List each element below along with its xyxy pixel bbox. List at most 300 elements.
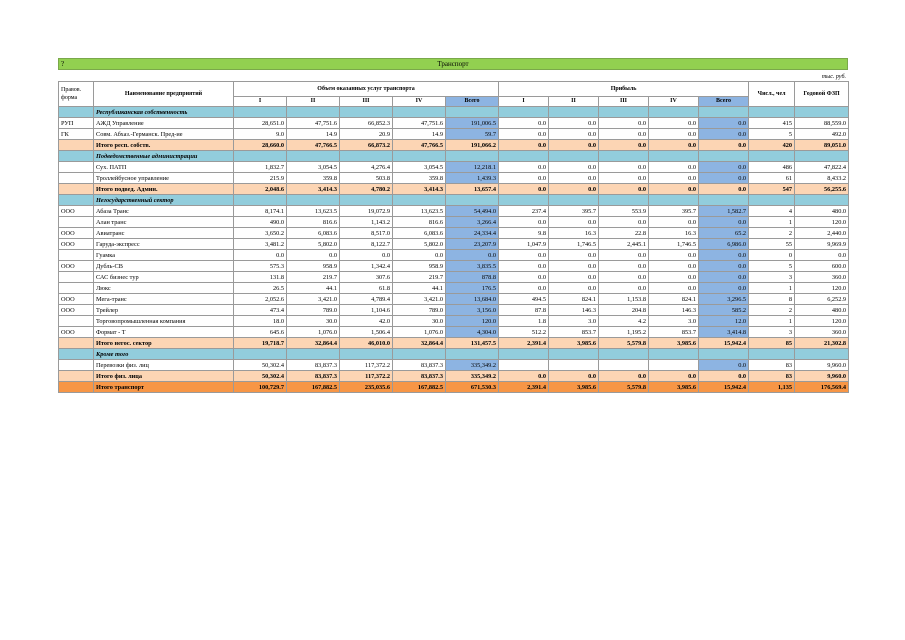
profit-total-cell: 0.0 (699, 184, 749, 195)
profit-q2-cell: 0.0 (549, 129, 599, 140)
volume-total-cell: 335,349.2 (446, 371, 499, 382)
volume-q2-cell: 6,083.6 (287, 228, 340, 239)
headcount-cell: 61 (749, 173, 795, 184)
form-cell: ООО (59, 261, 94, 272)
col-header-profit: Прибыль (499, 82, 749, 97)
volume-q3-cell: 4,780.2 (340, 184, 393, 195)
section-empty-cell (287, 151, 340, 162)
payroll-cell: 9,960.0 (795, 360, 849, 371)
vol-q1-header: I (234, 97, 287, 107)
table-row (59, 360, 849, 371)
profit-q2-cell: 0.0 (549, 184, 599, 195)
volume-total-cell: 176.5 (446, 283, 499, 294)
profit-q1-cell: 2,391.4 (499, 338, 549, 349)
volume-q4-cell: 44.1 (393, 283, 446, 294)
profit-q4-cell: 1,746.5 (649, 239, 699, 250)
volume-q3-cell: 8,122.7 (340, 239, 393, 250)
volume-total-cell: 335,349.2 (446, 360, 499, 371)
volume-q2-cell: 83,837.3 (287, 371, 340, 382)
volume-q4-cell: 3,414.3 (393, 184, 446, 195)
profit-q4-cell: 3.0 (649, 316, 699, 327)
profit-q1-cell: 1.8 (499, 316, 549, 327)
section-empty-cell (234, 349, 287, 360)
profit-q4-cell: 0.0 (649, 217, 699, 228)
section-empty-cell (749, 107, 795, 118)
section-empty-cell (59, 151, 94, 162)
profit-q1-cell: 2,391.4 (499, 382, 549, 393)
form-cell (59, 173, 94, 184)
headcount-cell: 2 (749, 228, 795, 239)
section-row (59, 107, 849, 118)
profit-q2-cell: 0.0 (549, 162, 599, 173)
volume-q3-cell: 46,010.0 (340, 338, 393, 349)
table-row (59, 327, 849, 338)
volume-total-cell: 878.8 (446, 272, 499, 283)
section-empty-cell (393, 349, 446, 360)
volume-q4-cell: 3,421.0 (393, 294, 446, 305)
volume-q3-cell: 66,873.2 (340, 140, 393, 151)
volume-q4-cell: 359.8 (393, 173, 446, 184)
volume-total-cell: 191,066.2 (446, 140, 499, 151)
profit-q3-cell: 0.0 (599, 283, 649, 294)
volume-q3-cell: 117,372.2 (340, 371, 393, 382)
profit-q2-cell: 0.0 (549, 261, 599, 272)
profit-q2-cell: 0.0 (549, 272, 599, 283)
name-cell: Формат - Т (94, 327, 234, 338)
section-empty-cell (393, 107, 446, 118)
form-cell (59, 250, 94, 261)
profit-q2-cell: 3,985.6 (549, 382, 599, 393)
volume-q4-cell: 83,837.3 (393, 360, 446, 371)
profit-q1-cell: 0.0 (499, 283, 549, 294)
name-cell: АЖД Управление (94, 118, 234, 129)
section-title: Республиканская собственность (94, 107, 234, 118)
profit-q4-cell: 3,985.6 (649, 338, 699, 349)
profit-q2-cell: 0.0 (549, 173, 599, 184)
form-cell (59, 371, 94, 382)
profit-q3-cell: 0.0 (599, 173, 649, 184)
profit-q1-cell: 237.4 (499, 206, 549, 217)
headcount-cell: 0 (749, 250, 795, 261)
profit-q4-cell: 3,985.6 (649, 382, 699, 393)
headcount-cell: 83 (749, 360, 795, 371)
section-empty-cell (340, 349, 393, 360)
table-row (59, 316, 849, 327)
section-title: Подведомственные администрации (94, 151, 234, 162)
sheet-title: Транспорт (437, 60, 469, 68)
profit-q4-cell: 0.0 (649, 162, 699, 173)
section-empty-cell (795, 195, 849, 206)
volume-total-cell: 120.0 (446, 316, 499, 327)
volume-total-cell: 54,494.0 (446, 206, 499, 217)
profit-q3-cell (599, 360, 649, 371)
profit-total-cell: 0.0 (699, 283, 749, 294)
payroll-cell: 21,302.8 (795, 338, 849, 349)
volume-q1-cell: 490.0 (234, 217, 287, 228)
volume-q4-cell: 0.0 (393, 250, 446, 261)
col-header-payroll: Годовой ФЗП (795, 82, 849, 107)
section-empty-cell (599, 195, 649, 206)
volume-q1-cell: 100,729.7 (234, 382, 287, 393)
volume-q4-cell: 816.6 (393, 217, 446, 228)
profit-q2-cell: 0.0 (549, 140, 599, 151)
name-cell: Мега-транс (94, 294, 234, 305)
payroll-cell: 600.0 (795, 261, 849, 272)
table-row (59, 228, 849, 239)
volume-q1-cell: 50,302.4 (234, 360, 287, 371)
form-cell: ООО (59, 228, 94, 239)
form-cell: РУП (59, 118, 94, 129)
volume-q3-cell: 20.9 (340, 129, 393, 140)
volume-total-cell: 23,207.9 (446, 239, 499, 250)
profit-q4-cell: 0.0 (649, 272, 699, 283)
vol-q2-header: II (287, 97, 340, 107)
profit-q4-cell (649, 360, 699, 371)
volume-q4-cell: 3,054.5 (393, 162, 446, 173)
volume-q1-cell: 2,048.6 (234, 184, 287, 195)
payroll-cell: 9,960.0 (795, 371, 849, 382)
headcount-cell: 55 (749, 239, 795, 250)
name-cell: Алан транс (94, 217, 234, 228)
volume-q2-cell: 789.0 (287, 305, 340, 316)
section-row (59, 151, 849, 162)
section-empty-cell (287, 195, 340, 206)
profit-total-cell: 3,296.5 (699, 294, 749, 305)
volume-total-cell: 13,657.4 (446, 184, 499, 195)
volume-q1-cell: 473.4 (234, 305, 287, 316)
profit-total-cell: 65.2 (699, 228, 749, 239)
profit-q3-cell: 1,153.8 (599, 294, 649, 305)
form-cell (59, 338, 94, 349)
transport-table (58, 81, 849, 393)
vol-q4-header: IV (393, 97, 446, 107)
volume-q2-cell: 44.1 (287, 283, 340, 294)
volume-total-cell: 0.0 (446, 250, 499, 261)
volume-q4-cell: 13,623.5 (393, 206, 446, 217)
payroll-cell: 88,559.0 (795, 118, 849, 129)
profit-q3-cell: 1,195.2 (599, 327, 649, 338)
section-empty-cell (749, 195, 795, 206)
section-empty-cell (699, 349, 749, 360)
name-cell: Итого физ. лица (94, 371, 234, 382)
profit-total-cell: 15,942.4 (699, 382, 749, 393)
name-cell: Торговопромышленная компания (94, 316, 234, 327)
profit-q2-cell: 0.0 (549, 250, 599, 261)
payroll-cell: 6,252.9 (795, 294, 849, 305)
section-empty-cell (549, 195, 599, 206)
volume-q1-cell: 26.5 (234, 283, 287, 294)
volume-q4-cell: 47,751.6 (393, 118, 446, 129)
section-empty-cell (549, 107, 599, 118)
profit-q2-cell: 0.0 (549, 283, 599, 294)
section-empty-cell (59, 349, 94, 360)
section-empty-cell (699, 151, 749, 162)
profit-q2-cell: 0.0 (549, 118, 599, 129)
headcount-cell: 5 (749, 129, 795, 140)
section-empty-cell (287, 349, 340, 360)
col-header-volume: Объем оказанных услуг транспорта (234, 82, 499, 97)
profit-q3-cell: 0.0 (599, 250, 649, 261)
profit-total-cell: 0.0 (699, 217, 749, 228)
profit-q1-cell: 0.0 (499, 173, 549, 184)
volume-q2-cell: 0.0 (287, 250, 340, 261)
volume-q2-cell: 14.9 (287, 129, 340, 140)
form-cell: ООО (59, 206, 94, 217)
profit-q3-cell: 0.0 (599, 118, 649, 129)
profit-q4-cell: 0.0 (649, 371, 699, 382)
section-empty-cell (59, 107, 94, 118)
profit-q3-cell: 5,579.8 (599, 338, 649, 349)
volume-q2-cell: 1,076.0 (287, 327, 340, 338)
name-cell: Итого респ. собств. (94, 140, 234, 151)
volume-q3-cell: 4,276.4 (340, 162, 393, 173)
section-empty-cell (795, 151, 849, 162)
volume-q4-cell: 789.0 (393, 305, 446, 316)
profit-q3-cell: 22.8 (599, 228, 649, 239)
volume-total-cell: 4,304.0 (446, 327, 499, 338)
table-row (59, 129, 849, 140)
section-empty-cell (599, 151, 649, 162)
name-cell: Троллейбусное управление (94, 173, 234, 184)
profit-q3-cell: 0.0 (599, 217, 649, 228)
section-empty-cell (446, 107, 499, 118)
section-empty-cell (795, 349, 849, 360)
name-cell: Итого негос. сектор (94, 338, 234, 349)
profit-total-cell: 0.0 (699, 250, 749, 261)
section-empty-cell (499, 151, 549, 162)
table-row (59, 305, 849, 316)
payroll-cell: 120.0 (795, 316, 849, 327)
payroll-cell: 120.0 (795, 283, 849, 294)
subtotal-row (59, 371, 849, 382)
profit-q3-cell: 204.8 (599, 305, 649, 316)
volume-q1-cell: 28,660.0 (234, 140, 287, 151)
profit-q4-cell: 146.3 (649, 305, 699, 316)
volume-q2-cell: 13,623.5 (287, 206, 340, 217)
volume-q3-cell: 503.8 (340, 173, 393, 184)
profit-q1-cell: 9.8 (499, 228, 549, 239)
name-cell: Люкс (94, 283, 234, 294)
volume-q4-cell: 219.7 (393, 272, 446, 283)
volume-q3-cell: 0.0 (340, 250, 393, 261)
profit-q2-cell: 1,746.5 (549, 239, 599, 250)
section-empty-cell (499, 195, 549, 206)
volume-q2-cell: 47,751.6 (287, 118, 340, 129)
form-cell (59, 140, 94, 151)
profit-total-cell: 585.2 (699, 305, 749, 316)
table-row (59, 250, 849, 261)
volume-q2-cell: 219.7 (287, 272, 340, 283)
prof-q2-header: II (549, 97, 599, 107)
volume-q1-cell: 575.3 (234, 261, 287, 272)
form-cell (59, 316, 94, 327)
profit-q2-cell: 824.1 (549, 294, 599, 305)
profit-q1-cell: 0.0 (499, 272, 549, 283)
volume-q1-cell: 50,302.4 (234, 371, 287, 382)
form-cell: ООО (59, 239, 94, 250)
table-row (59, 261, 849, 272)
volume-q2-cell: 958.9 (287, 261, 340, 272)
volume-q2-cell: 816.6 (287, 217, 340, 228)
profit-q3-cell: 0.0 (599, 184, 649, 195)
payroll-cell: 89,051.0 (795, 140, 849, 151)
prof-q3-header: III (599, 97, 649, 107)
section-empty-cell (699, 195, 749, 206)
form-cell (59, 184, 94, 195)
profit-total-cell: 0.0 (699, 173, 749, 184)
form-cell (59, 283, 94, 294)
section-empty-cell (340, 151, 393, 162)
profit-total-cell: 0.0 (699, 371, 749, 382)
section-row (59, 195, 849, 206)
profit-q3-cell: 2,445.1 (599, 239, 649, 250)
vol-q3-header: III (340, 97, 393, 107)
profit-q1-cell: 512.2 (499, 327, 549, 338)
volume-q2-cell: 167,882.5 (287, 382, 340, 393)
section-empty-cell (499, 107, 549, 118)
profit-q1-cell (499, 360, 549, 371)
headcount-cell: 4 (749, 206, 795, 217)
profit-q4-cell: 0.0 (649, 250, 699, 261)
volume-q1-cell: 3,481.2 (234, 239, 287, 250)
headcount-cell: 1,135 (749, 382, 795, 393)
volume-total-cell: 24,334.4 (446, 228, 499, 239)
profit-q3-cell: 0.0 (599, 129, 649, 140)
section-empty-cell (749, 151, 795, 162)
volume-q4-cell: 958.9 (393, 261, 446, 272)
volume-q1-cell: 645.6 (234, 327, 287, 338)
headcount-cell: 486 (749, 162, 795, 173)
section-empty-cell (340, 107, 393, 118)
headcount-cell: 83 (749, 371, 795, 382)
volume-q1-cell: 215.9 (234, 173, 287, 184)
profit-q3-cell: 0.0 (599, 371, 649, 382)
name-cell: Итого подвед. Админ. (94, 184, 234, 195)
profit-q1-cell: 0.0 (499, 118, 549, 129)
headcount-cell: 3 (749, 327, 795, 338)
payroll-cell: 480.0 (795, 305, 849, 316)
name-cell: Гуамка (94, 250, 234, 261)
payroll-cell: 9,969.9 (795, 239, 849, 250)
section-empty-cell (649, 107, 699, 118)
profit-q1-cell: 0.0 (499, 250, 549, 261)
section-empty-cell (59, 195, 94, 206)
volume-q1-cell: 3,650.2 (234, 228, 287, 239)
volume-q3-cell: 8,517.0 (340, 228, 393, 239)
form-cell (59, 360, 94, 371)
profit-q4-cell: 16.3 (649, 228, 699, 239)
volume-q4-cell: 32,864.4 (393, 338, 446, 349)
volume-q3-cell: 42.0 (340, 316, 393, 327)
grand-total-row (59, 382, 849, 393)
volume-total-cell: 59.7 (446, 129, 499, 140)
profit-total-cell: 15,942.4 (699, 338, 749, 349)
section-empty-cell (446, 195, 499, 206)
headcount-cell: 5 (749, 261, 795, 272)
volume-q4-cell: 83,837.3 (393, 371, 446, 382)
name-cell: Абаза Транс (94, 206, 234, 217)
volume-total-cell: 12,218.1 (446, 162, 499, 173)
profit-q3-cell: 0.0 (599, 140, 649, 151)
volume-q3-cell: 1,143.2 (340, 217, 393, 228)
name-cell: Совм. Абхаз.-Германск. Пред-ие (94, 129, 234, 140)
title-bar (58, 58, 848, 70)
name-cell: Дубль-СВ (94, 261, 234, 272)
section-empty-cell (649, 349, 699, 360)
section-empty-cell (649, 151, 699, 162)
units-label: тыс. руб. (821, 74, 846, 80)
profit-q3-cell: 5,579.8 (599, 382, 649, 393)
table-row (59, 294, 849, 305)
profit-q1-cell: 0.0 (499, 140, 549, 151)
volume-q2-cell: 3,414.3 (287, 184, 340, 195)
profit-q2-cell: 0.0 (549, 217, 599, 228)
profit-total-cell: 0.0 (699, 140, 749, 151)
profit-total-cell: 3,414.8 (699, 327, 749, 338)
profit-q1-cell: 494.5 (499, 294, 549, 305)
volume-q4-cell: 47,766.5 (393, 140, 446, 151)
name-cell: Трейлер (94, 305, 234, 316)
profit-q2-cell: 853.7 (549, 327, 599, 338)
section-empty-cell (393, 151, 446, 162)
volume-q3-cell: 1,342.4 (340, 261, 393, 272)
volume-total-cell: 3,156.0 (446, 305, 499, 316)
section-empty-cell (599, 349, 649, 360)
payroll-cell: 8,433.2 (795, 173, 849, 184)
headcount-cell: 547 (749, 184, 795, 195)
profit-q3-cell: 0.0 (599, 272, 649, 283)
volume-q1-cell: 18.0 (234, 316, 287, 327)
prof-q4-header: IV (649, 97, 699, 107)
section-empty-cell (549, 151, 599, 162)
volume-q1-cell: 28,651.0 (234, 118, 287, 129)
profit-q4-cell: 0.0 (649, 140, 699, 151)
profit-q3-cell: 0.0 (599, 162, 649, 173)
volume-q4-cell: 6,083.6 (393, 228, 446, 239)
spreadsheet-sheet (58, 58, 848, 393)
section-empty-cell (549, 349, 599, 360)
headcount-cell: 3 (749, 272, 795, 283)
section-empty-cell (446, 151, 499, 162)
form-cell (59, 272, 94, 283)
volume-q2-cell: 359.8 (287, 173, 340, 184)
headcount-cell: 415 (749, 118, 795, 129)
volume-q3-cell: 117,372.2 (340, 360, 393, 371)
volume-total-cell: 1,439.3 (446, 173, 499, 184)
section-empty-cell (795, 107, 849, 118)
payroll-cell: 120.0 (795, 217, 849, 228)
table-row (59, 118, 849, 129)
profit-q2-cell: 0.0 (549, 371, 599, 382)
profit-total-cell: 0.0 (699, 272, 749, 283)
volume-q2-cell: 83,837.3 (287, 360, 340, 371)
volume-q4-cell: 1,076.0 (393, 327, 446, 338)
volume-q1-cell: 1,832.7 (234, 162, 287, 173)
volume-q2-cell: 47,766.5 (287, 140, 340, 151)
name-cell: Сух. ПАТП (94, 162, 234, 173)
volume-total-cell: 131,457.5 (446, 338, 499, 349)
profit-q1-cell: 0.0 (499, 184, 549, 195)
payroll-cell: 56,255.6 (795, 184, 849, 195)
volume-q1-cell: 2,052.6 (234, 294, 287, 305)
profit-q4-cell: 0.0 (649, 173, 699, 184)
section-empty-cell (599, 107, 649, 118)
form-cell: ООО (59, 327, 94, 338)
payroll-cell: 0.0 (795, 250, 849, 261)
section-empty-cell (234, 151, 287, 162)
profit-q3-cell: 0.0 (599, 261, 649, 272)
volume-q2-cell: 32,864.4 (287, 338, 340, 349)
